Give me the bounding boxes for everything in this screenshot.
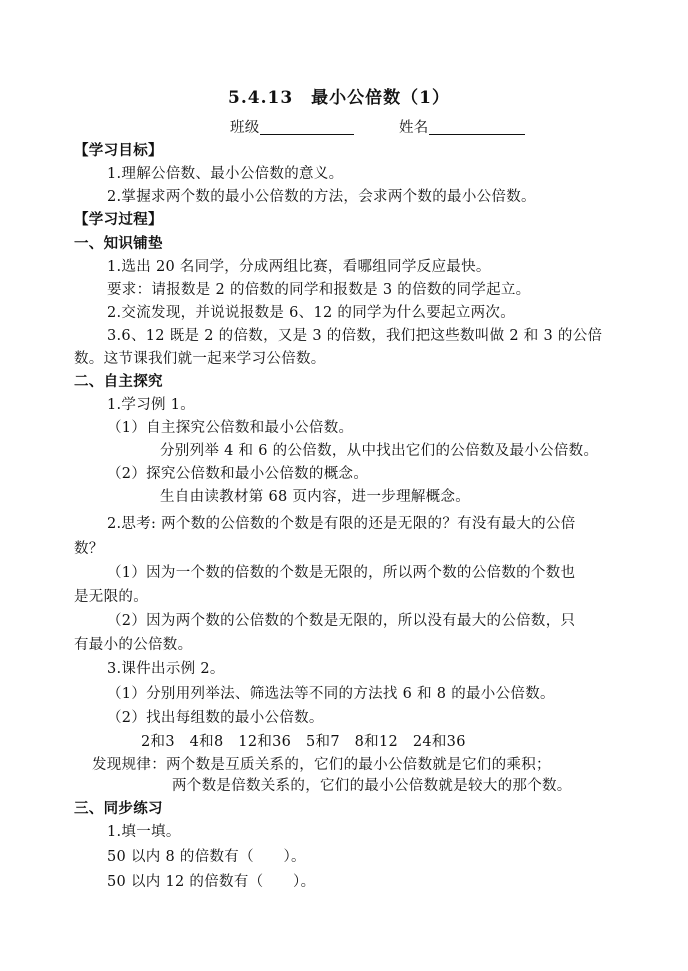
- section2-line: 3.课件出示例 2。: [107, 661, 225, 677]
- section2-line: 有最小的公倍数。: [74, 637, 193, 653]
- class-field: [230, 118, 354, 138]
- goal-item: 1.理解公倍数、最小公倍数的意义。: [107, 166, 344, 182]
- number-pairs: 2和3 4和8 12和36 5和7 8和12 24和36: [141, 734, 466, 750]
- section2-line: （1）分别用列举法、筛选法等不同的方法找 6 和 8 的最小公倍数。: [107, 686, 555, 702]
- name-label: 姓名: [399, 120, 429, 136]
- section1-line: 3.6、12 既是 2 的倍数，又是 3 的倍数，我们把这些数叫做 2 和 3 的公倍: [107, 328, 603, 344]
- name-blank[interactable]: [429, 118, 525, 135]
- section2-line: （2）探究公倍数和最小公倍数的概念。: [107, 466, 369, 482]
- section1-heading: 一、知识铺垫: [74, 235, 163, 252]
- section2-line: （2）因为两个数的公倍数的个数是无限的，所以没有最大的公倍数，只: [107, 613, 576, 629]
- section2-line: 是无限的。: [74, 589, 148, 605]
- goals-heading: 【学习目标】: [74, 142, 163, 159]
- section2-line: （1）因为一个数的倍数的个数是无限的，所以两个数的公倍数的个数也: [107, 565, 576, 581]
- section2-line: （2）找出每组数的最小公倍数。: [107, 710, 324, 726]
- section1-line: 2.交流发现，并说说报数是 6、12 的同学为什么要起立两次。: [107, 305, 516, 321]
- section2-heading: 二、自主探究: [74, 373, 163, 390]
- section2-line: 发现规律：两个数是互质关系的，它们的最小公倍数就是它们的乘积；: [92, 757, 551, 773]
- section2-line: 分别列举 4 和 6 的公倍数，从中找出它们的公倍数及最小公倍数。: [160, 443, 599, 459]
- class-blank[interactable]: [260, 118, 354, 135]
- class-label: 班级: [230, 120, 260, 136]
- section1-line: 要求：请报数是 2 的倍数的同学和报数是 3 的倍数的同学起立。: [107, 282, 531, 298]
- section1-line: 1.选出 20 名同学，分成两组比赛，看哪组同学反应最快。: [107, 259, 491, 275]
- name-field: [399, 118, 525, 138]
- section2-line: 数？: [74, 541, 104, 557]
- section2-line: 2.思考: 两个数的公倍数的个数是有限的还是无限的？有没有最大的公倍: [107, 516, 576, 532]
- process-heading: 【学习过程】: [74, 211, 163, 228]
- section3-heading: 三、同步练习: [74, 800, 163, 817]
- fill-blank-question[interactable]: 50 以内 12 的倍数有（ ）。: [107, 874, 316, 890]
- section3-line: 1.填一填。: [107, 824, 181, 840]
- section2-line: 生自由读教材第 68 页内容，进一步理解概念。: [160, 489, 471, 505]
- section2-line: 1.学习例 1。: [107, 397, 196, 413]
- section2-line: 两个数是倍数关系的，它们的最小公倍数就是较大的那个数。: [172, 778, 572, 794]
- section2-line: （1）自主探究公倍数和最小公倍数。: [107, 420, 354, 436]
- page-title: 5.4.13 最小公倍数（1）: [228, 88, 450, 108]
- section1-line: 数。这节课我们就一起来学习公倍数。: [74, 351, 326, 367]
- goal-item: 2.掌握求两个数的最小公倍数的方法，会求两个数的最小公倍数。: [107, 189, 536, 205]
- fill-blank-question[interactable]: 50 以内 8 的倍数有（ ）。: [107, 849, 306, 865]
